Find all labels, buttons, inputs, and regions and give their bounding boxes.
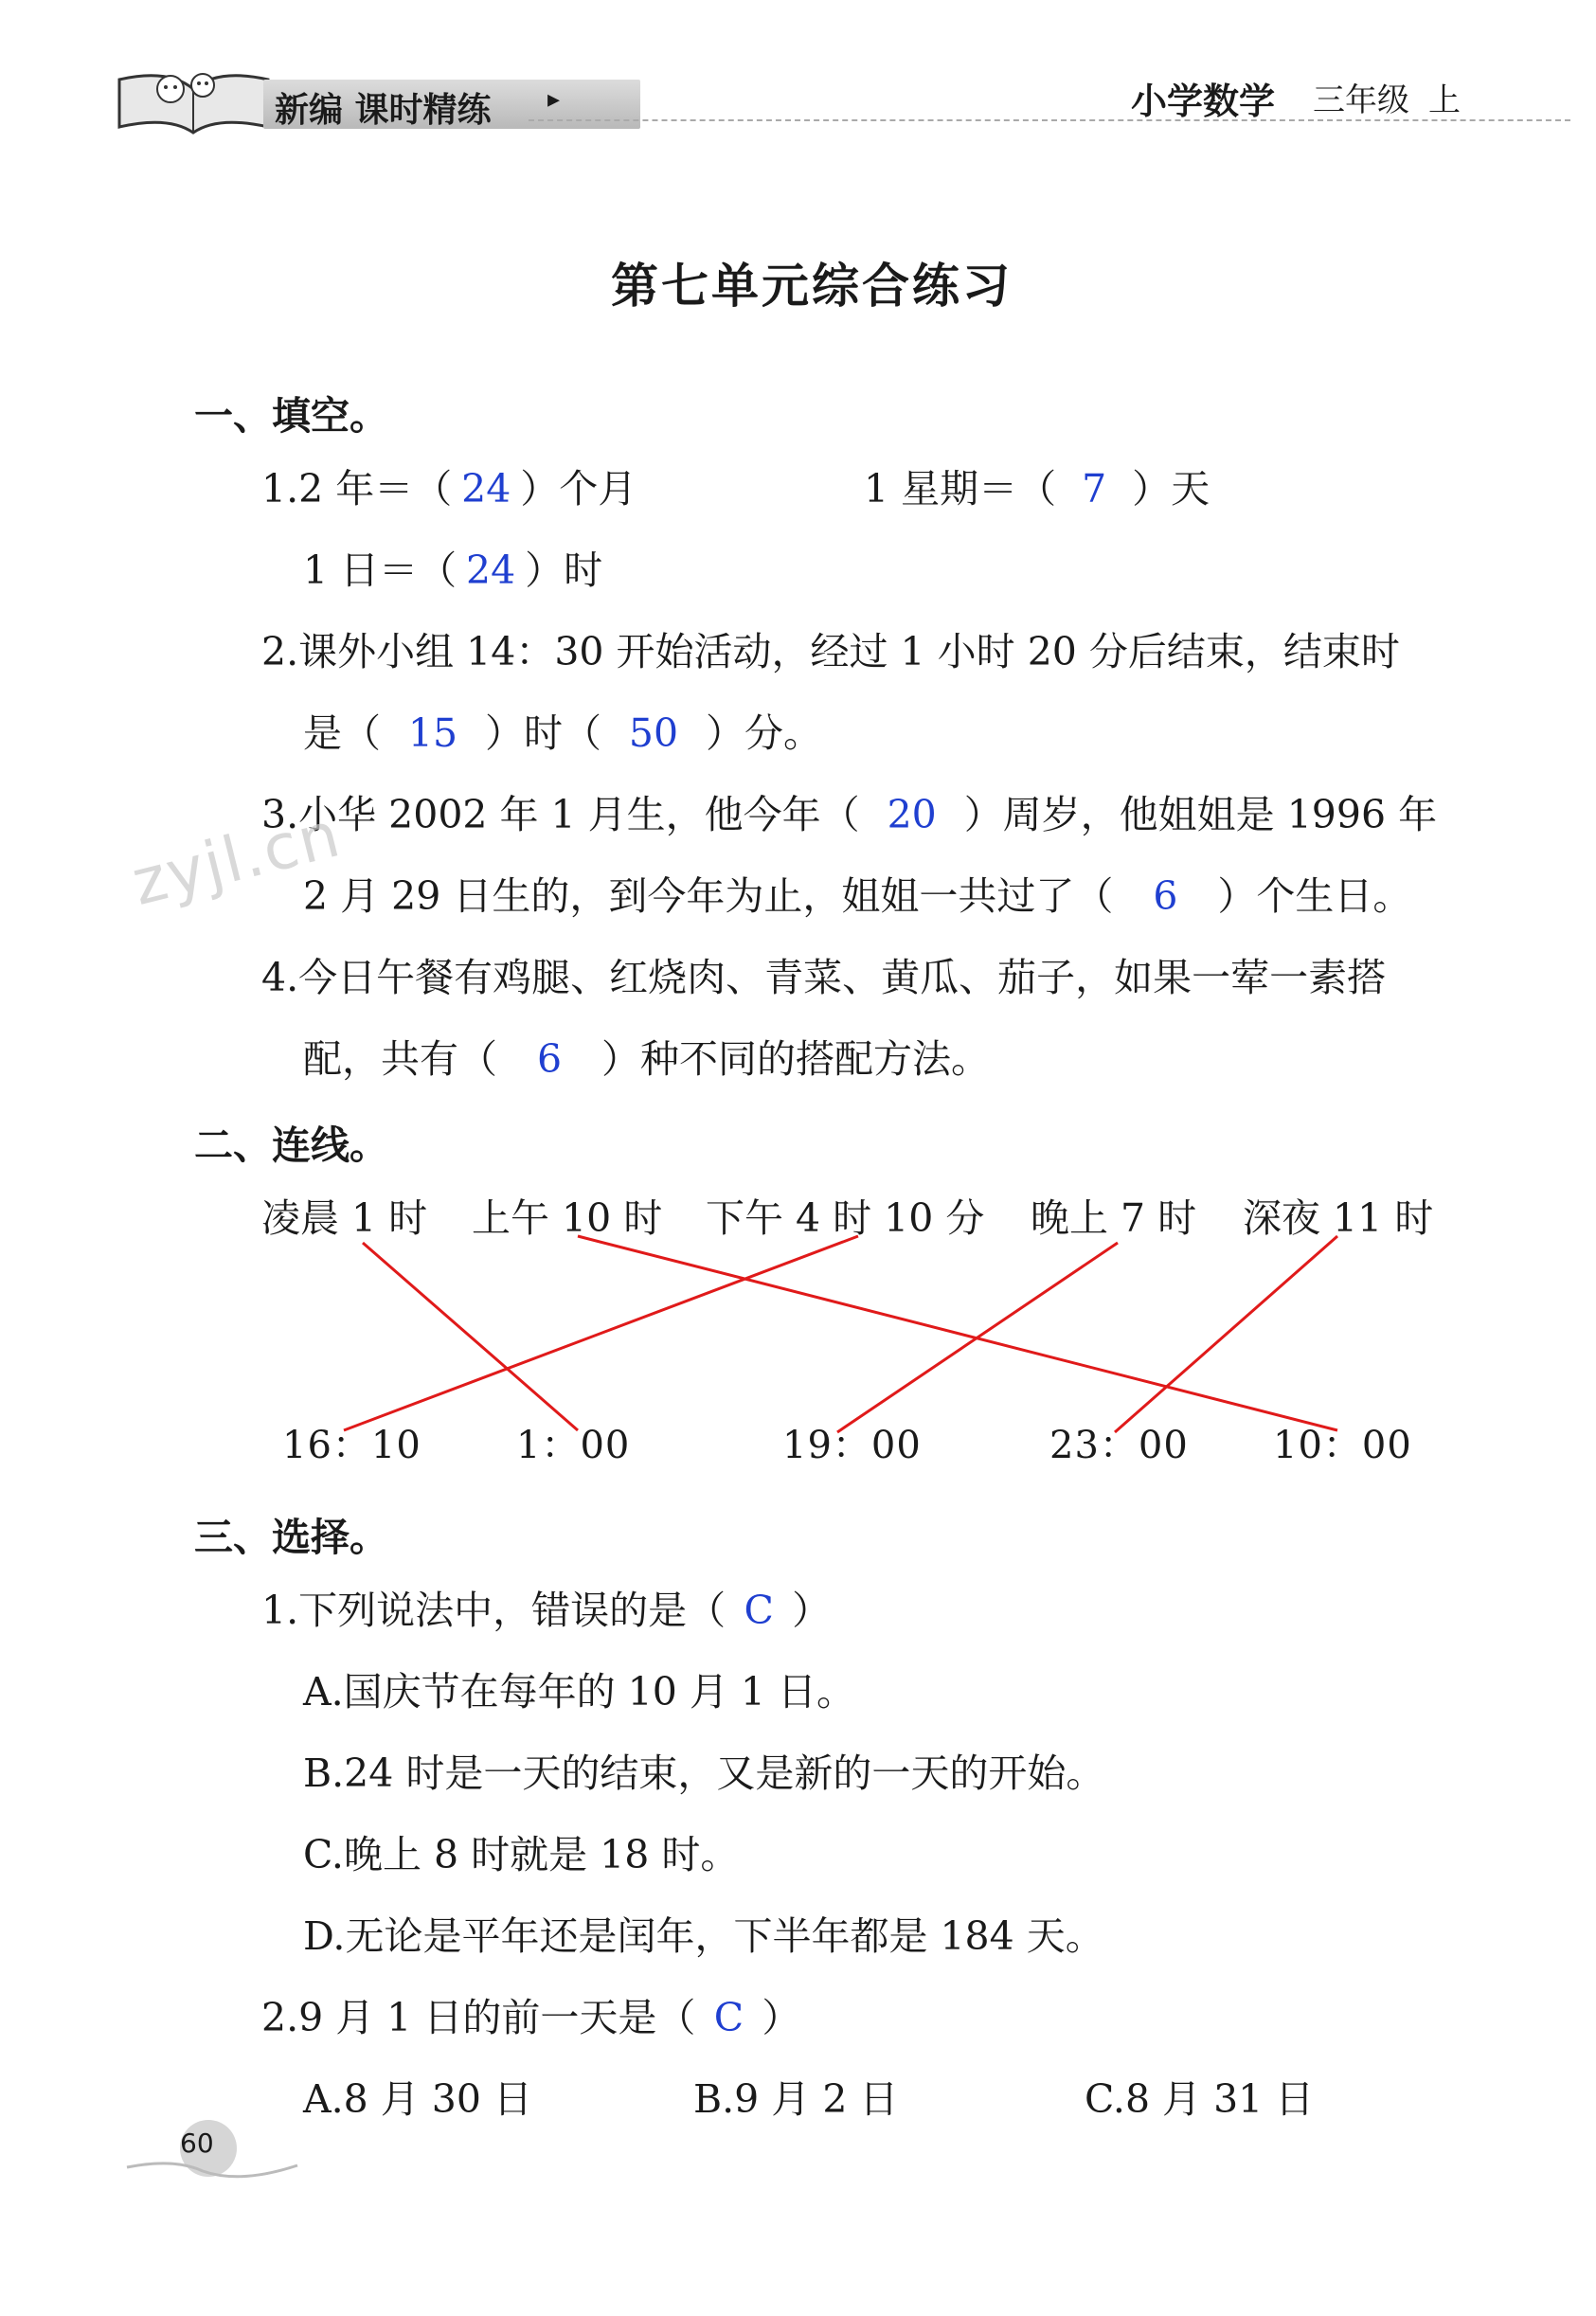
choice-q1-option-b: B.24 时是一天的结束，又是新的一天的开始。 — [303, 1750, 1105, 1796]
header-divider — [529, 119, 1570, 121]
choice-q1-option-d: D.无论是平年还是闰年，下半年都是 184 天。 — [303, 1913, 1104, 1959]
match-bottom-4: 23：00 — [1049, 1424, 1189, 1467]
match-line — [837, 1243, 1118, 1432]
match-bottom-3: 19：00 — [782, 1424, 922, 1467]
choice-q2: 2.9 月 1 日的前一天是（ C ） — [261, 1991, 800, 2044]
book-logo-icon — [112, 61, 278, 136]
header-bar — [112, 57, 1570, 142]
answer: 6 — [1153, 873, 1178, 919]
page-number: 60 — [180, 2127, 214, 2159]
match-line — [363, 1243, 578, 1430]
match-top-1: 凌晨 1 时 — [261, 1195, 428, 1241]
q1-line-c: 1 日＝（ 24 ）时 — [303, 544, 602, 597]
q3-line-2: 2 月 29 日生的，到今年为止，姐姐一共过了（ 6 ）个生日。 — [303, 870, 1411, 923]
match-top-5: 深夜 11 时 — [1243, 1195, 1434, 1241]
section-match-heading: 二、连线。 — [194, 1122, 388, 1168]
page-number-badge — [176, 2114, 242, 2181]
match-bottom-5: 10：00 — [1273, 1424, 1412, 1467]
series-title: 新编 课时精练 — [275, 91, 492, 130]
subject-label: 小学数学 — [1131, 81, 1276, 122]
match-top-3: 下午 4 时 10 分 — [706, 1195, 985, 1241]
watermark: zyjl.cn — [125, 798, 349, 920]
q4-line-2: 配，共有（ 6 ）种不同的搭配方法。 — [303, 1032, 990, 1086]
q1-line-b: 1 星期＝（ 7 ）天 — [864, 462, 1210, 515]
match-bottom-2: 1：00 — [516, 1424, 631, 1467]
q4-line-1: 4.今日午餐有鸡腿、红烧肉、青菜、黄瓜、茄子，如果一荤一素搭 — [261, 955, 1387, 1000]
volume-label: 上 — [1428, 81, 1461, 119]
match-line — [578, 1236, 1337, 1430]
match-top-2: 上午 10 时 — [472, 1195, 663, 1241]
q2-line-2: 是（ 15 ）时（ 50 ）分。 — [303, 707, 822, 760]
answer: 6 — [536, 1036, 563, 1082]
match-bottom-1: 16：10 — [282, 1424, 421, 1467]
answer: C — [713, 1995, 744, 2040]
q3-line-1: 3.小华 2002 年 1 月生，他今年（ 20 ）周岁，他姐姐是 1996 年 — [261, 788, 1437, 841]
answer: 24 — [461, 466, 511, 512]
section-fill-heading: 一、填空。 — [194, 393, 388, 439]
answer: 7 — [1082, 466, 1107, 512]
answer: 50 — [628, 710, 679, 756]
answer: 15 — [407, 710, 458, 756]
section-choice-heading: 三、选择。 — [194, 1515, 388, 1560]
choice-q2-option-c: C.8 月 31 日 — [1085, 2076, 1315, 2122]
match-top-4: 晚上 7 时 — [1031, 1195, 1197, 1241]
choice-q2-option-a: A.8 月 30 日 — [303, 2076, 532, 2122]
answer: 24 — [466, 548, 516, 593]
page-title: 第七单元综合练习 — [611, 259, 1013, 314]
answer: C — [744, 1588, 774, 1633]
q1-line-a: 1.2 年＝（ 24 ）个月 — [261, 462, 637, 515]
choice-q1-option-c: C.晚上 8 时就是 18 时。 — [303, 1832, 740, 1877]
q2-line-1: 2.课外小组 14：30 开始活动，经过 1 小时 20 分后结束，结束时 — [261, 629, 1400, 674]
arrow-right-icon: ▸ — [547, 85, 561, 114]
choice-q1-option-a: A.国庆节在每年的 10 月 1 日。 — [303, 1669, 856, 1715]
grade-label: 三年级 — [1313, 81, 1409, 119]
match-line — [344, 1236, 858, 1430]
choice-q2-option-b: B.9 月 2 日 — [693, 2076, 899, 2122]
answer: 20 — [887, 792, 937, 837]
choice-q1: 1.下列说法中，错误的是（ C ） — [261, 1584, 831, 1637]
